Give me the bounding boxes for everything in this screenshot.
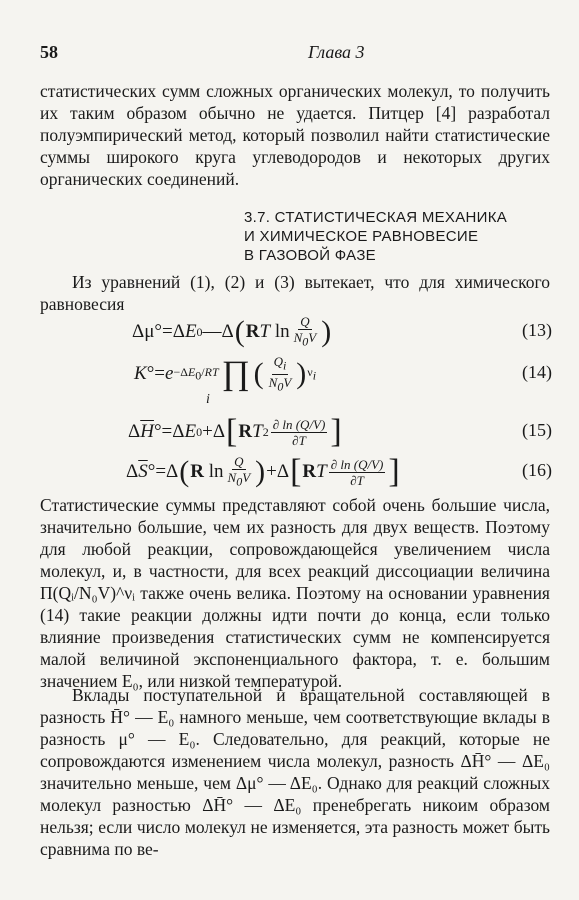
- equation-13: [40, 310, 552, 354]
- equation-13-formula: Δμ°=Δ E 0 —Δ ( R T ln $\frac{Q}{N_0V}$ ): [132, 314, 332, 349]
- product-index: i: [206, 392, 210, 407]
- section-heading-line-3: В ГАЗОВОЙ ФАЗЕ: [244, 247, 376, 264]
- equation-15-number: (15): [522, 420, 552, 440]
- equation-16: [40, 450, 552, 494]
- equation-14: [40, 352, 552, 407]
- equation-15: [40, 410, 552, 454]
- equation-14-number: (14): [522, 362, 552, 382]
- equation-16-number: (16): [522, 460, 552, 480]
- paragraph-4: Вклады поступательной и вращательной составляющей в разность H̄° — E₀ намного меньше, чем соответствующие вклады в разность μ° — E₀. Следовательно, для реакций, которые не сопровождаются изменением числа молекул, разность ΔH̄° — ΔE₀ значительно меньше, чем Δμ° — ΔE₀. Однако для реакций сложных молекул разностью ΔH̄° — ΔE₀ пренебрегать никоим образом нельзя; если число молекул не изменяется, эта разность может быть сравнима по ве-: [40, 685, 550, 859]
- equation-13-number: (13): [522, 320, 552, 340]
- chapter-title: Глава 3: [308, 42, 365, 62]
- page-header: [40, 42, 551, 66]
- paragraph-1: статистических сумм сложных органических молекул, то получить их таким образом обычно не удается. Питцер [4] разработал полуэмпирический метод, который позволил найти статистические суммы широкого круга углеводородов и некоторых других органических соединений.: [40, 81, 550, 189]
- equation-15-formula: Δ $\overline{H}$ °=Δ E 0 +Δ [ R T 2 $\frac{\partial \ln (Q/V)}{\partial T}$ ]: [128, 413, 342, 450]
- paragraph-2: Из уравнений (1), (2) и (3) вытекает, что для химического равновесия: [40, 272, 550, 314]
- section-heading-line-1: 3.7. СТАТИСТИЧЕСКАЯ МЕХАНИКА: [244, 209, 508, 226]
- page-number: 58: [40, 42, 58, 62]
- equation-16-formula: Δ $\overline{S}$ °=Δ ( R ln $\frac{Q}{N_0V}$ ) +Δ [ R T $\frac{\partial \ln (Q/V)}{\partial T}$ ]: [126, 453, 400, 490]
- equation-14-formula: K °= e $-\Delta E_0/RT$ ∏ ( $\frac{Q_i}{N_0V}$ ) $\nu_i$: [134, 353, 317, 394]
- paragraph-3: Статистические суммы представляют собой очень большие числа, значительно большие, чем их разность для двух веществ. Поэтому для любой реакции, сопровождающейся увеличением числа молекул, и, в частности, для всех реакций диссоциации величина Π(Qᵢ/N₀V)^νᵢ также очень велика. Поэтому на основании уравнения (14) такие реакции должны идти почти до конца, если только влияние произведения статистических сумм не компенсируется малой величиной экспоненциального фактора, т. е. большим значением E₀, или низкой температурой.: [40, 495, 550, 691]
- section-heading: [244, 208, 544, 265]
- section-heading-line-2: И ХИМИЧЕСКОЕ РАВНОВЕСИЕ: [244, 228, 479, 245]
